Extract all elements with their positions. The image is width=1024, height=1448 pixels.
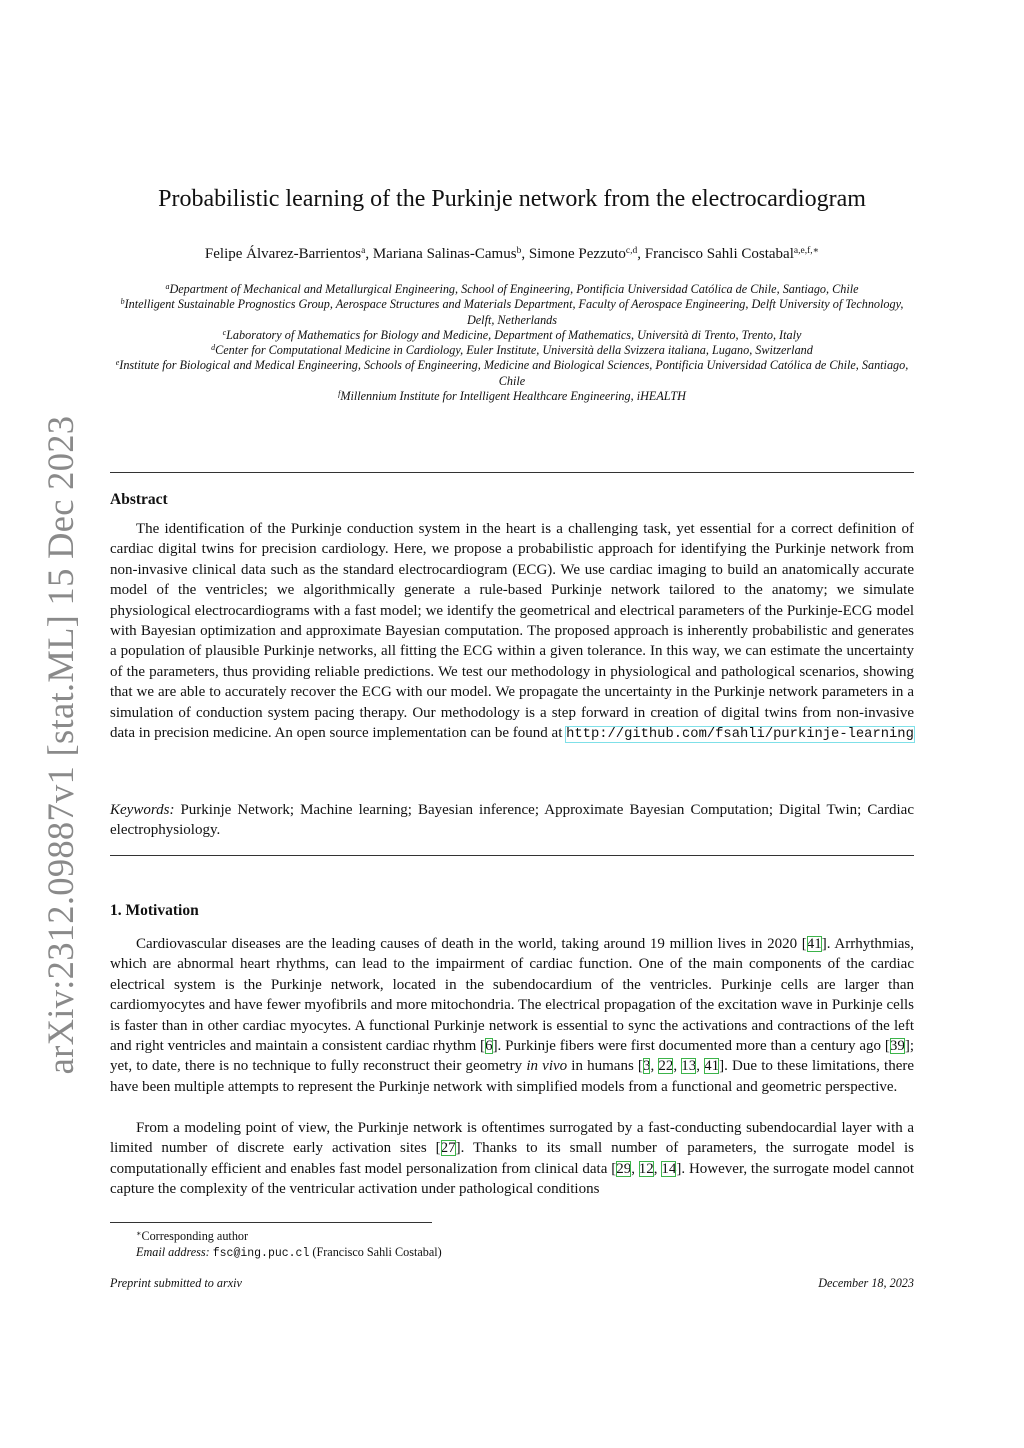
affiliation: $^d$Center for Computational Medicine in Cardiology, Euler Institute, Università della Svizzera italiana, Lugano, Switzerland <box>211 343 813 358</box>
motivation-paragraph-1: Cardiovascular diseases are the leading causes of death in the world, taking around 19 million lives in 2020 [41]. Arrhythmias, which are abnormal heart rhythms, can lead to the impairment of cardiac function. One of the main components of the cardiac electrical system is the Purkinje network, located in the subendocardium of the ventricles. Purkinje cells are larger than cardiomyocytes and have fewer myofibrils and more mitochondria. The electrical propagation of the excitation wave in Purkinje cells is faster than in other cardiac myocytes. A functional Purkinje network is essential to sync the activations and contractions of the left and right ventricles and maintain a consistent cardiac rhythm [6]. Purkinje fibers were first documented more than a century ago [39]; yet, to date, there is no technique to fully reconstruct their geometry in vivo in humans [3, 22, 13, 41]. Due to these limitations, there have been multiple attempts to represent the Purkinje network with simplified models from a functional and geometric perspective. <box>110 936 915 1095</box>
motivation-paragraph-2: From a modeling point of view, the Purkinje network is oftentimes surrogated by a fast-conducting subendocardial layer with a limited number of discrete early activation sites [27]. Thanks to its small number of parameters, the surrogate model is computationally efficient and enables fast model personalization from clinical data [29, 12, 14]. However, the surrogate model cannot capture the complexity of the ventricular activation under pathological conditions <box>110 1120 915 1198</box>
footer-date: December 18, 2023 <box>818 1276 914 1290</box>
citation-link[interactable]: 13 <box>681 1058 697 1075</box>
citation-link[interactable]: 39 <box>889 1038 905 1055</box>
affiliation: $^a$Department of Mechanical and Metallurgical Engineering, School of Engineering, Pontificia Universidad Católica de Chile, Santiago, Chile <box>165 282 859 296</box>
footnote-rule <box>110 1222 432 1223</box>
affiliation: $^e$Institute for Biological and Medical Engineering, Schools of Engineering, Medicine and Biological Sciences, Pontificia Universidad Católica de Chile, Santiago, Chile <box>115 358 909 388</box>
footer-preprint-note: Preprint submitted to arxiv <box>110 1276 242 1290</box>
author: Felipe Álvarez-Barrientos <box>204 246 362 262</box>
section-heading-motivation: 1. Motivation <box>110 902 199 919</box>
keywords-label: Keywords: <box>110 802 175 818</box>
citation-link[interactable]: 27 <box>440 1140 456 1157</box>
abstract-bottom-rule <box>110 855 914 856</box>
footnote-corresponding: ∗Corresponding author <box>136 1229 249 1243</box>
affiliation-list <box>110 282 914 404</box>
author: Mariana Salinas-Camus <box>372 246 517 262</box>
footnote-email: Email address: fsc@ing.puc.cl (Francisco Sahli Costabal) <box>136 1245 442 1260</box>
citation-link[interactable]: 41 <box>704 1058 720 1075</box>
affiliation: $^f$Millennium Institute for Intelligent Healthcare Engineering, iHEALTH <box>338 389 686 404</box>
email-address[interactable]: fsc@ing.puc.cl <box>212 1247 310 1260</box>
citation-link[interactable]: 22 <box>658 1058 674 1075</box>
repository-link[interactable]: http://github.com/fsahli/purkinje-learning <box>566 727 914 743</box>
arxiv-identifier-stamp: arXiv:2312.09887v1 [stat.ML] 15 Dec 2023 <box>40 415 81 1075</box>
citation-link[interactable]: 41 <box>806 936 822 952</box>
keywords-text: Purkinje Network; Machine learning; Bayesian inference; Approximate Bayesian Computation; Digital Twin; Cardiac electrophysiology. <box>110 802 914 839</box>
author-affiliation-marker: a <box>361 246 366 256</box>
author-affiliation-marker: a,e,f,∗ <box>793 246 820 256</box>
author: Francisco Sahli Costabal <box>644 246 794 262</box>
citation-link[interactable]: 6 <box>485 1038 493 1055</box>
citation-link[interactable]: 14 <box>661 1160 677 1177</box>
citation-link[interactable]: 3 <box>642 1058 651 1075</box>
author: Simone Pezzuto <box>528 246 626 262</box>
abstract-text: The identification of the Purkinje conduction system in the heart is a challenging task, yet essential for a correct definition of cardiac digital twins for precision cardiology. Here, we propose a probabilistic approach for identifying the Purkinje network from non-invasive clinical data such as the standard electrocardiogram (ECG). We use cardiac imaging to build an anatomically accurate model of the ventricles; we algorithmically generate a rule-based Purkinje network tailored to the anatomy; we simulate physiological electrocardiograms with a fast model; we identify the geometrical and electrical parameters of the Purkinje-ECG model with Bayesian optimization and approximate Bayesian computation. The proposed approach is inherently probabilistic and generates a population of plausible Purkinje networks, all fitting the ECG within a given tolerance. In this way, we can estimate the uncertainty of the parameters, thus providing reliable predictions. We test our methodology in physiological and pathological scenarios, showing that we are able to accurately recover the ECG with our model. We propagate the uncertainty in the Purkinje network parameters in a simulation of conduction system pacing therapy. Our methodology is a step forward in creation of digital twins from non-invasive data in precision medicine. An open source implementation can be found at http://github.com/fsahli/purkinje-learning <box>110 521 914 743</box>
keywords <box>110 800 914 841</box>
paper-title: Probabilistic learning of the Purkinje network from the electrocardiogram <box>158 186 866 212</box>
abstract-top-rule <box>110 472 914 473</box>
citation-link[interactable]: 12 <box>638 1160 654 1177</box>
affiliation: $^b$Intelligent Sustainable Prognostics Group, Aerospace Structures and Materials Department, Faculty of Aerospace Engineering, Delft University of Technology, Delft, Netherlands <box>120 297 904 327</box>
author-affiliation-marker: c,d <box>625 246 638 256</box>
affiliation: $^c$Laboratory of Mathematics for Biology and Medicine, Department of Mathematics, Università di Trento, Trento, Italy <box>222 327 802 342</box>
abstract-heading: Abstract <box>110 491 168 508</box>
author-list: Felipe Álvarez-Barrientos$^a$, Mariana Salinas-Camus$^b$, Simone Pezzuto$^{c,d}$, Francisco Sahli Costabal$^{a,e,f,∗}$ <box>204 246 820 262</box>
author-affiliation-marker: b <box>516 246 522 256</box>
citation-link[interactable]: 29 <box>616 1160 632 1177</box>
